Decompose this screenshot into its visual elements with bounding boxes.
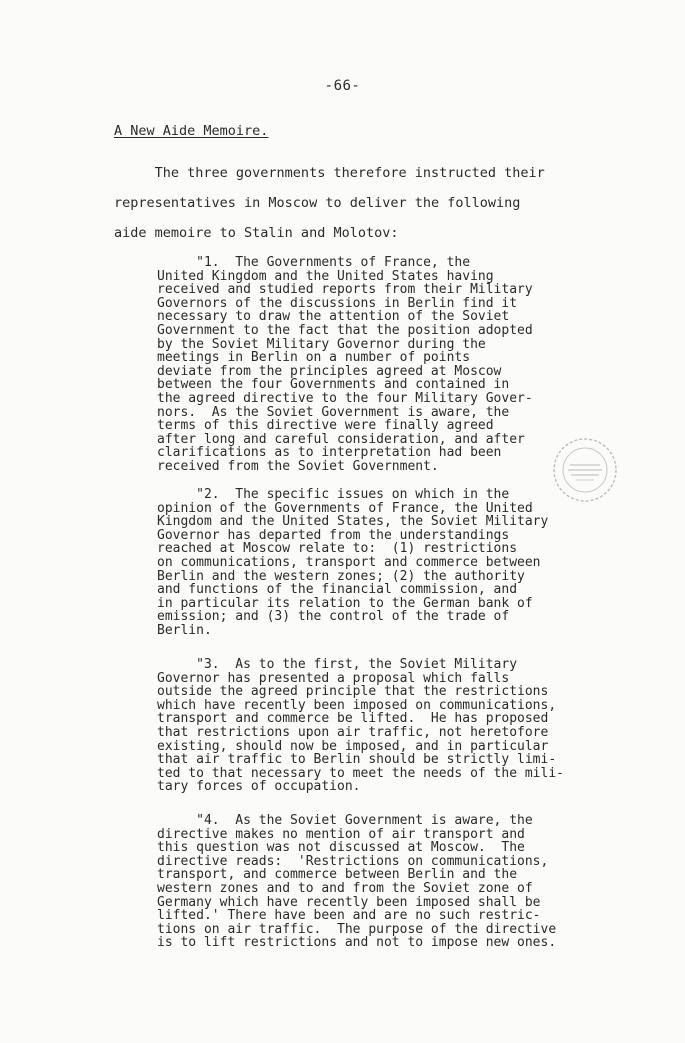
text-line: transport, and commerce between Berlin and the: [157, 867, 518, 883]
text-line: emission; and (3) the control of the trade of: [157, 609, 510, 625]
intro-paragraph: [114, 158, 584, 248]
text-line: tions on air traffic. The purpose of the directive: [157, 921, 557, 937]
text-line: lifted.' There have been and are no such restric-: [157, 908, 541, 924]
page-number: -66-: [324, 78, 361, 94]
archive-stamp-graphic: [550, 435, 620, 505]
text-line: after long and careful consideration, and after: [157, 431, 525, 447]
text-line: ted to that necessary to meet the needs of the mili-: [157, 765, 564, 781]
text-line: in particular its relation to the German bank of: [157, 595, 533, 611]
text-line: tary forces of occupation.: [157, 779, 361, 795]
text-line: Germany which have recently been imposed shall be: [157, 894, 541, 910]
text-line: necessary to draw the attention of the Soviet: [157, 309, 510, 325]
text-line: "3. As to the first, the Soviet Military: [157, 657, 518, 672]
text-line: Kingdom and the United States, the Soviet Military: [157, 514, 549, 530]
text-line: that restrictions upon air traffic, not heretofore: [157, 724, 549, 740]
text-line: that air traffic to Berlin should be strictly limi-: [157, 752, 557, 768]
text-line: is to lift restrictions and not to impose new ones.: [157, 935, 557, 951]
text-line: Governors of the discussions in Berlin find it: [157, 295, 518, 311]
text-line: received and studied reports from their Military: [157, 282, 533, 298]
text-line: on communications, transport and commerce between: [157, 554, 541, 570]
text-line: Governor has departed from the understandings: [157, 527, 510, 543]
archive-stamp-icon: [550, 435, 620, 505]
text-line: opinion of the Governments of France, the United: [157, 500, 533, 516]
text-line: "1. The Governments of France, the: [157, 255, 471, 270]
text-line: transport and commerce be lifted. He has proposed: [157, 711, 549, 727]
text-line: aide memoire to Stalin and Molotov:: [114, 225, 399, 241]
text-line: reached at Moscow relate to: (1) restrictions: [157, 541, 518, 557]
text-line: United Kingdom and the United States having: [157, 268, 494, 284]
text-line: this question was not discussed at Moscow. The: [157, 840, 525, 856]
text-line: directive reads: 'Restrictions on communications,: [157, 853, 549, 869]
text-line: "4. As the Soviet Government is aware, the: [157, 813, 533, 828]
memo-paragraph-2: [157, 488, 597, 638]
text-line: terms of this directive were finally agreed: [157, 418, 494, 434]
text-line: clarifications as to interpretation had been: [157, 445, 502, 461]
text-line: and functions of the financial commission, and: [157, 582, 518, 598]
text-line: nors. As the Soviet Government is aware, the: [157, 404, 510, 420]
text-line: meetings in Berlin on a number of points: [157, 350, 471, 366]
text-line: which have recently been imposed on communications,: [157, 697, 557, 713]
memo-paragraph-1: [157, 256, 597, 474]
text-line: existing, should now be imposed, and in particular: [157, 738, 549, 754]
text-line: by the Soviet Military Governor during the: [157, 336, 486, 352]
text-line: received from the Soviet Government.: [157, 458, 439, 474]
text-line: Berlin and the western zones; (2) the authority: [157, 568, 525, 584]
memo-paragraph-3: [157, 658, 597, 794]
text-line: Governor has presented a proposal which falls: [157, 670, 510, 686]
text-line: outside the agreed principle that the restrictions: [157, 684, 549, 700]
text-line: western zones and to and from the Soviet zone of: [157, 880, 533, 896]
text-line: Government to the fact that the position adopted: [157, 322, 533, 338]
section-heading: A New Aide Memoire.: [114, 123, 269, 139]
text-line: directive makes no mention of air transport and: [157, 826, 525, 842]
text-line: deviate from the principles agreed at Moscow: [157, 363, 502, 379]
text-line: Berlin.: [157, 622, 212, 638]
text-line: between the four Governments and contained in: [157, 377, 510, 393]
memo-paragraph-4: [157, 814, 597, 950]
text-line: the agreed directive to the four Military Gover-: [157, 390, 533, 406]
text-line: The three governments therefore instructed their: [114, 165, 545, 181]
text-line: "2. The specific issues on which in the: [157, 487, 510, 502]
text-line: representatives in Moscow to deliver the following: [114, 195, 521, 211]
